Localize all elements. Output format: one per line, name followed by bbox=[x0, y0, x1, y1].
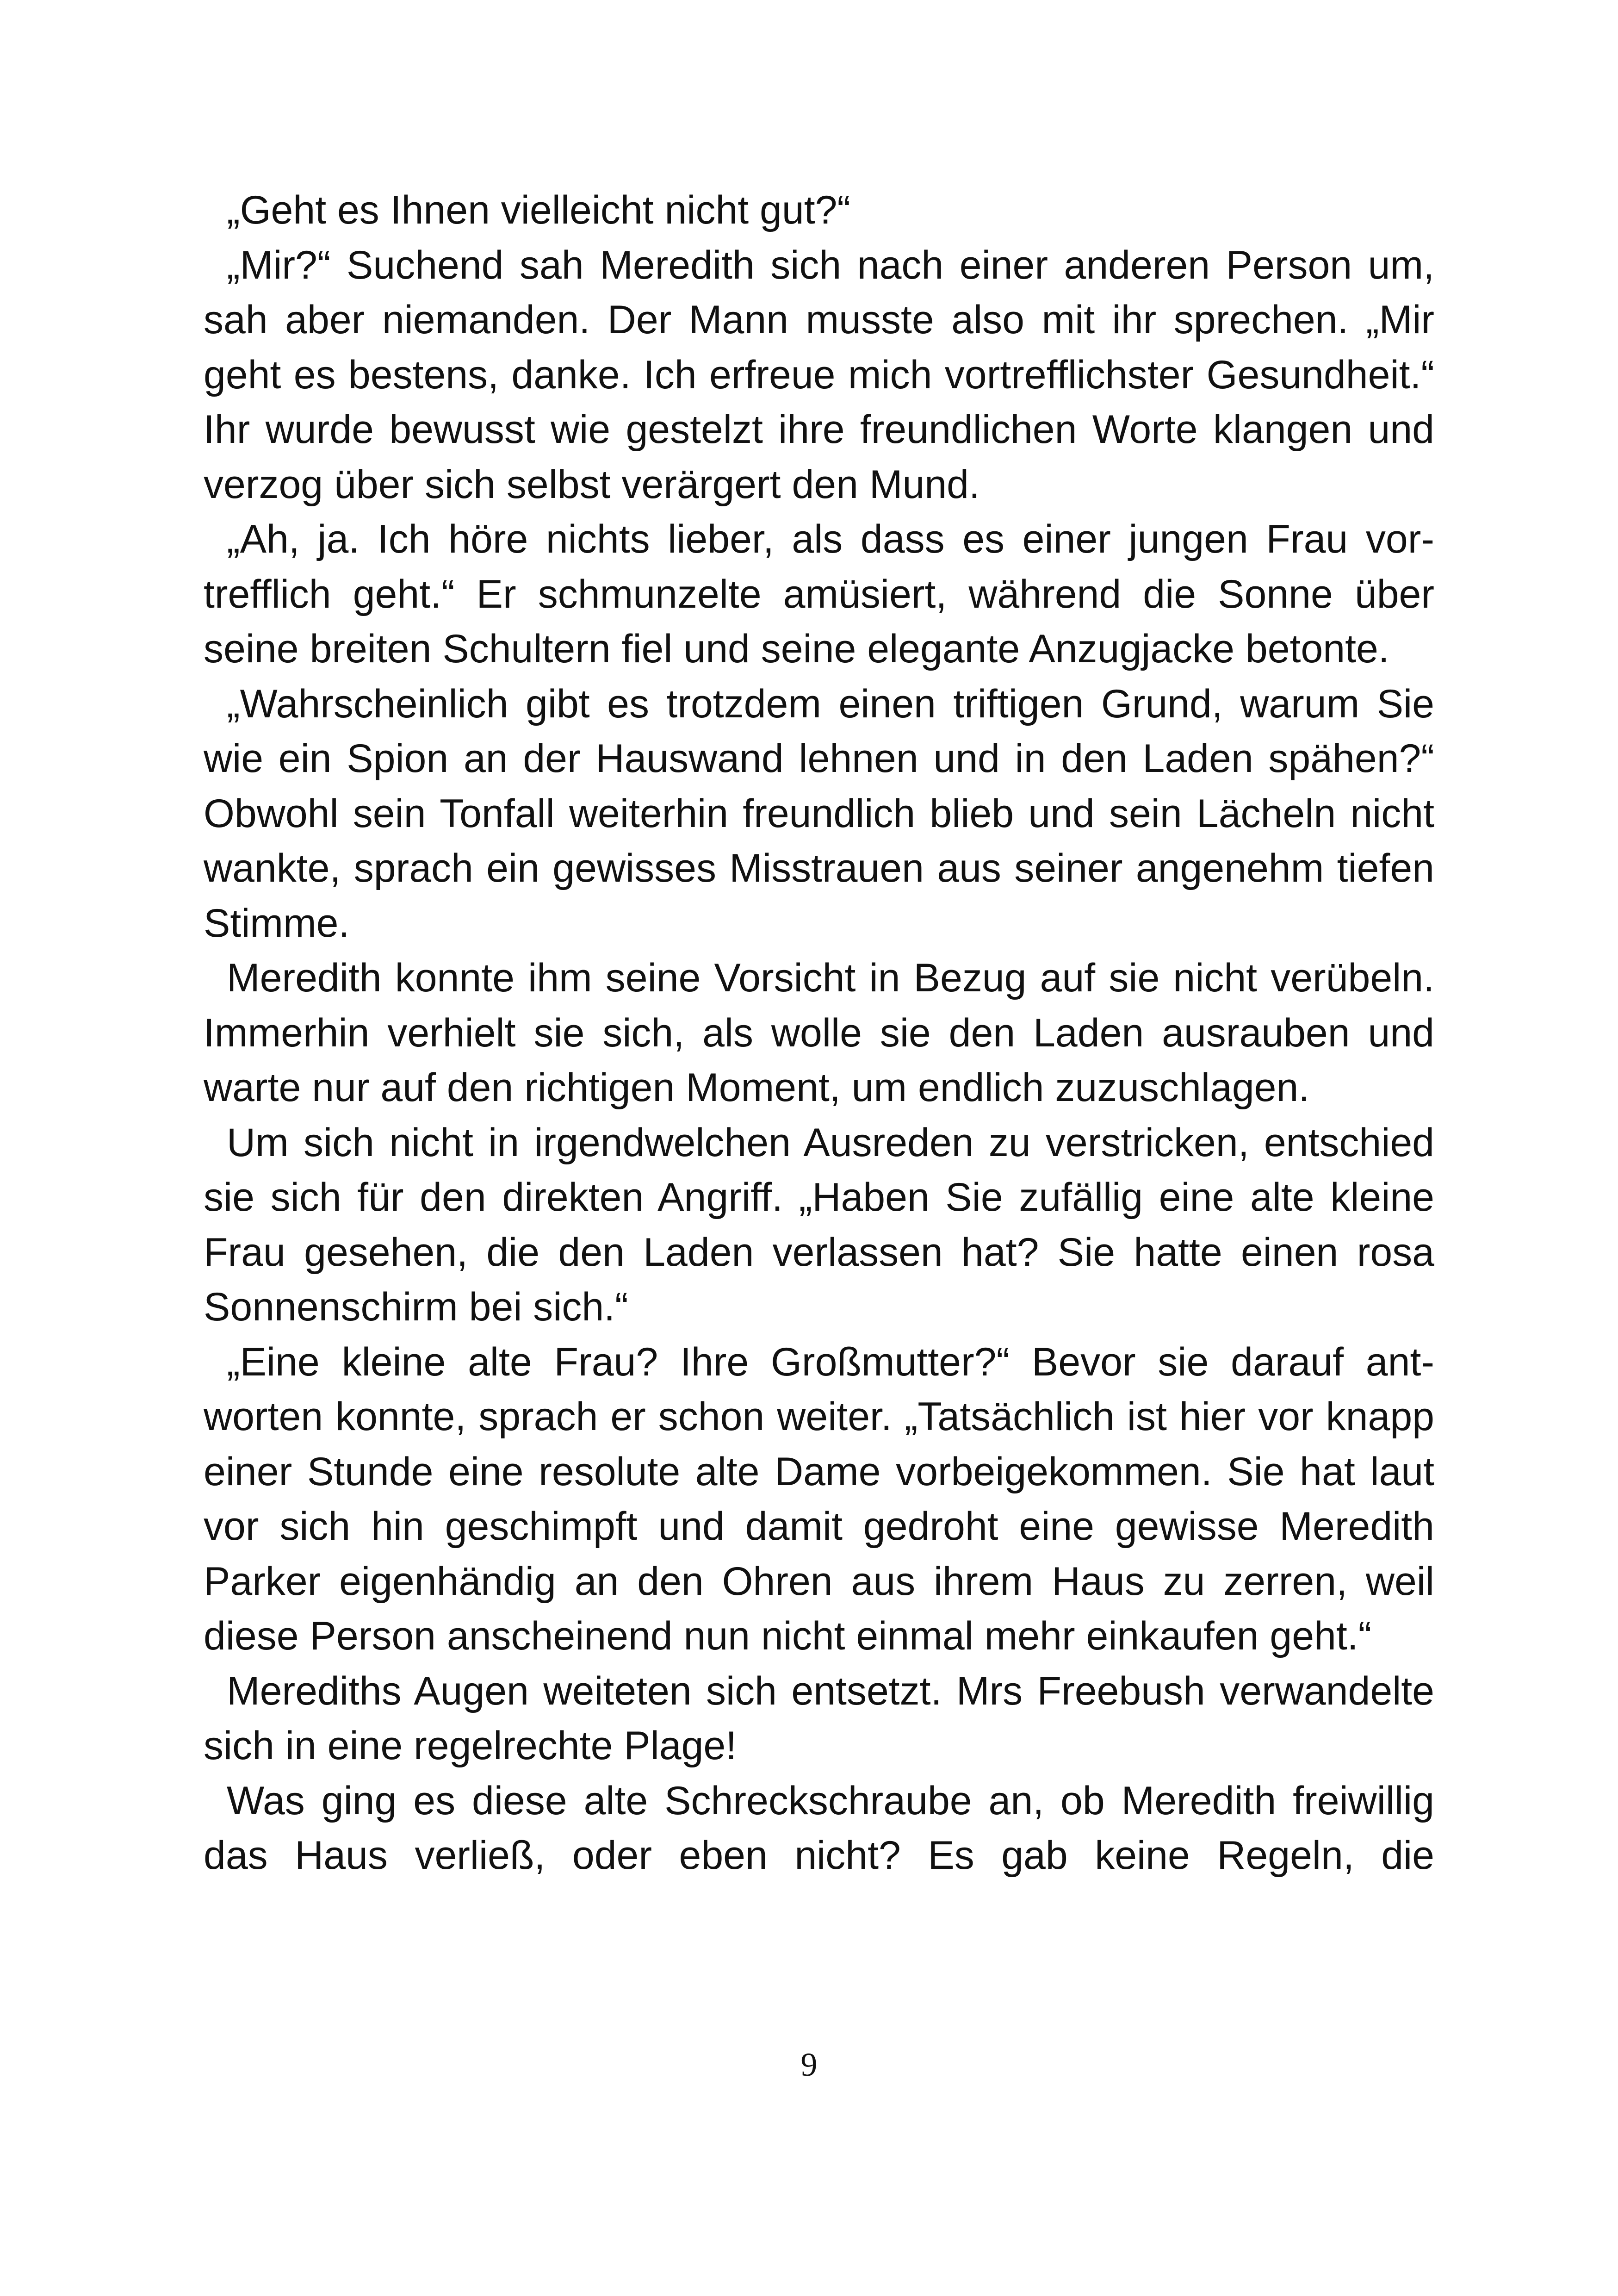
paragraph: Um sich nicht in irgendwelchen Ausreden zu verstricken, entschied sie sich für den direkten Angriff. „Haben Sie zufällig eine alte kleine Frau gesehen, die den Laden verlassen hat? Sie hatte einen rosa Sonnenschirm bei sich.“ bbox=[204, 1120, 1434, 1329]
paragraph: „Mir?“ Suchend sah Meredith sich nach einer anderen Person um, sah aber niemanden. Der Mann musste also mit ihr sprechen. „Mir geht es bestens, danke. Ich erfreue mich vortrefflichster Gesundheit.“ Ihr wurde bewusst wie gestelzt ihre freundlichen Worte klangen und verzog über sich selbst verärgert den Mund. bbox=[204, 243, 1434, 507]
body-text bbox=[204, 183, 1434, 1883]
page-number: 9 bbox=[800, 2046, 818, 2083]
paragraph: Was ging es diese alte Schreckschraube an, ob Meredith freiwillig das Haus verließ, oder eben nicht? Es gab keine Regeln, die bbox=[204, 1778, 1434, 1878]
paragraph: „Eine kleine alte Frau? Ihre Großmutter?“ Bevor sie darauf antworten konnte, sprach er schon weiter. „Tatsächlich ist hier vor knapp einer Stunde eine resolute alte Dame vorbeigekommen. Sie hat laut vor sich hin geschimpft und damit gedroht eine gewisse Meredith Parker eigenhändig an den Ohren aus ihrem Haus zu zerren, weil diese Person anscheinend nun nicht einmal mehr einkaufen geht.“ bbox=[204, 1339, 1434, 1658]
paragraph: „Geht es Ihnen vielleicht nicht gut?“ bbox=[227, 188, 851, 232]
paragraph: „Wahrscheinlich gibt es trotzdem einen triftigen Grund, warum Sie wie ein Spion an der Hauswand lehnen und in den Laden spähen?“ Obwohl sein Tonfall weiterhin freundlich blieb und sein Lächeln nicht wankte, sprach ein gewisses Misstrauen aus seiner angenehm tiefen Stimme. bbox=[204, 681, 1434, 946]
paragraph: „Ah, ja. Ich höre nichts lieber, als dass es einer jungen Frau vortrefflich geht.“ Er schmunzelte amüsiert, während die Sonne über seine breiten Schultern fiel und seine elegante Anzugjacke betonte. bbox=[204, 517, 1434, 671]
paragraph: Meredith konnte ihm seine Vorsicht in Bezug auf sie nicht verübeln. Immerhin verhielt sie sich, als wolle sie den Laden ausrauben und warte nur auf den richtigen Moment, um endlich zuzuschlagen. bbox=[204, 956, 1434, 1110]
paragraph: Merediths Augen weiteten sich entsetzt. Mrs Freebush verwandelte sich in eine regelrechte Plage! bbox=[204, 1668, 1434, 1768]
